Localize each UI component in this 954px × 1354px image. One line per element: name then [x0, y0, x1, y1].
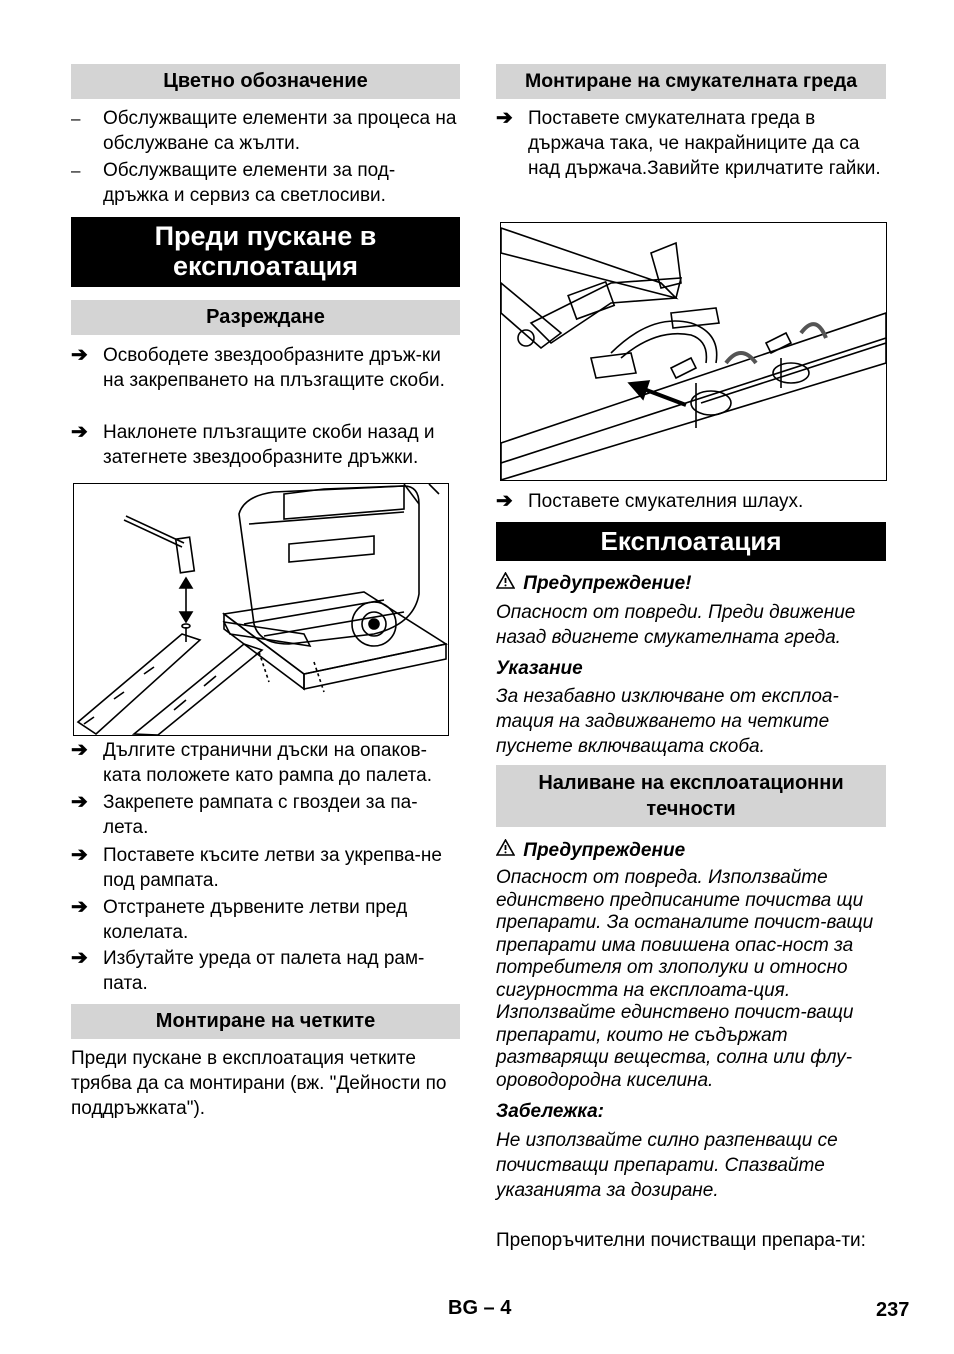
- note-text: За незабавно изключване от експлоа-тация на задвижването на четките пуснете включващата скоба.: [496, 686, 839, 757]
- suction-bar-drawing: [501, 223, 886, 480]
- warning-label-row: [496, 571, 886, 596]
- right-arrow-icon: ➔: [71, 791, 88, 813]
- list-item: [71, 843, 460, 893]
- list-item-text: Отстранете дървените летви пред колелата.: [103, 897, 408, 943]
- unloading-heading: Разреждане: [71, 300, 460, 335]
- list-item: [71, 790, 460, 840]
- fill-fluids-heading: Наливане на експлоатационни течности: [496, 765, 886, 827]
- page-number: 237: [876, 1299, 910, 1321]
- list-item-text: Поставете късите летви за укрепва-не под рампата.: [103, 845, 442, 891]
- list-item-text: Поставете смукателния шлаух.: [528, 491, 804, 512]
- pallet-ramp-illustration: [73, 483, 449, 736]
- brush-mounting-heading: Монтиране на четките: [71, 1004, 460, 1039]
- list-item: [71, 946, 460, 996]
- list-item: [71, 895, 460, 945]
- list-item: [496, 489, 886, 514]
- list-item: [496, 106, 886, 181]
- warning-label-row: [496, 838, 886, 863]
- list-item-text: Обслужващите елементи за процеса на обслужване са жълти.: [103, 108, 457, 154]
- note-label: Указание: [496, 658, 583, 679]
- right-arrow-icon: ➔: [71, 844, 88, 866]
- warning-triangle-icon: [496, 571, 518, 596]
- remark-text: Не използвайте силно разпенващи се почистващи препарати. Спазвайте указанията за дозиране.: [496, 1130, 838, 1201]
- warning-text: Опасност от повреди. Преди движение назад вдигнете смукателната греда.: [496, 602, 856, 648]
- right-arrow-icon: ➔: [71, 896, 88, 918]
- right-arrow-icon: ➔: [496, 107, 513, 129]
- operation-heading: Експлоатация: [496, 522, 886, 561]
- right-arrow-icon: ➔: [71, 421, 88, 443]
- dash-bullet: –: [71, 161, 81, 180]
- list-item-text: Обслужващите елементи за под-дръжка и сервиз са светлосиви.: [103, 160, 396, 206]
- warning-triangle-icon: [496, 838, 518, 863]
- list-item-text: Избутайте уреда от палета над рам-пата.: [103, 948, 425, 994]
- list-item-text: Освободете звездообразните дръж-ки на закрепването на плъзгащите скоби.: [103, 345, 445, 391]
- recommended-text: Препоръчителни почистващи препара-ти:: [496, 1230, 866, 1251]
- dash-bullet: –: [71, 109, 81, 128]
- suction-bar-heading: Монтиране на смукателната греда: [496, 64, 886, 99]
- list-item-text: Поставете смукателната греда в държача така, че накрайниците да са над държача.Завийте крилчатите гайки.: [528, 108, 881, 179]
- warning-label: Предупреждение!: [523, 573, 692, 594]
- color-coding-heading: Цветно обозначение: [71, 64, 460, 99]
- suction-bar-illustration: [500, 222, 887, 481]
- warning-text: Опасност от повреда. Използвайте единствено предписаните почиства щи препарати. За останалите почист-ващи препарати има повишена опас-ност за потребителя от злополуки и относно сигурността на експлоата-ция. Използвайте единствено почист-ващи препарати, които не съдържат разтварящи вещества, солна или флу-ороводородна киселина.: [496, 867, 874, 1091]
- right-arrow-icon: ➔: [71, 947, 88, 969]
- right-arrow-icon: ➔: [71, 739, 88, 761]
- remark-label: Забележка:: [496, 1101, 604, 1122]
- list-item: [71, 738, 460, 788]
- pallet-ramp-drawing: [74, 484, 448, 735]
- list-item-text: Дългите странични дъски на опаков-ката положете като рампа до палета.: [103, 740, 432, 786]
- list-item-text: Наклонете плъзгащите скоби назад и затегнете звездообразните дръжки.: [103, 422, 435, 468]
- list-item-text: Закрепете рампата с гвоздеи за па-лета.: [103, 792, 418, 838]
- list-item: [71, 106, 460, 156]
- section-title: Преди пускане в експлоатация: [71, 217, 460, 287]
- list-item: [71, 158, 460, 208]
- footer-language-code: BG – 4: [448, 1297, 512, 1319]
- brush-mounting-text: Преди пускане в експлоатация четките трябва да са монтирани (вж. "Дейности по поддръжката").: [71, 1048, 447, 1119]
- list-item: [71, 420, 460, 470]
- list-item: [71, 343, 460, 393]
- right-arrow-icon: ➔: [496, 490, 513, 512]
- right-arrow-icon: ➔: [71, 344, 88, 366]
- warning-label: Предупреждение: [523, 840, 686, 861]
